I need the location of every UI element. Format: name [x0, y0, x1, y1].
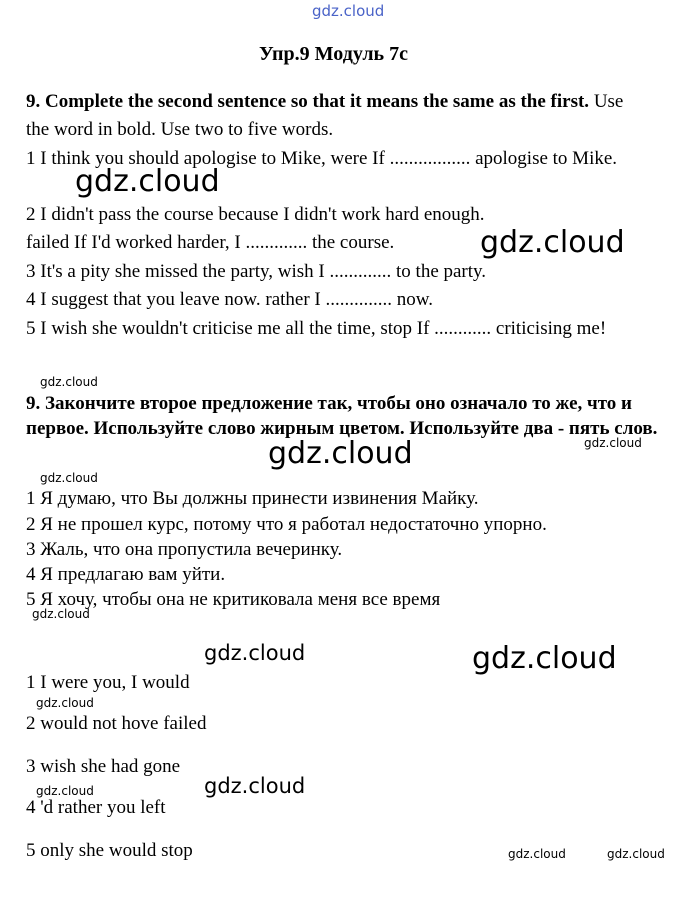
en-task-bold: 9. Complete the second sentence so that it means the same as the first. [26, 91, 590, 112]
watermark: gdz.cloud [32, 607, 90, 621]
watermark: gdz.cloud [75, 164, 220, 199]
answer-4: 4 'd rather you left [26, 797, 166, 818]
ru-item-3: 3 Жаль, что она пропустила вечеринку. [26, 539, 343, 560]
answer-5: 5 only she would stop [26, 840, 193, 861]
en-item-2b: failed If I'd worked harder, I ............. the course. [26, 232, 395, 253]
watermark: gdz.cloud [268, 436, 413, 471]
watermark: gdz.cloud [204, 641, 306, 665]
ru-item-4: 4 Я предлагаю вам уйти. [26, 564, 226, 585]
en-item-4: 4 I suggest that you leave now. rather I .............. now. [26, 289, 433, 310]
page-title: Упр.9 Модуль 7с [259, 43, 409, 65]
ru-task-heading: 9. Закончите второе предложение так, чтобы оно означало то же, что и первое. Используйте слово жирным цветом. Используйте два - пять слов. [26, 393, 658, 439]
en-item-5: 5 I wish she wouldn't criticise me all the time, stop If ............ criticising me! [26, 318, 607, 339]
ru-item-5: 5 Я хочу, чтобы она не критиковала меня все время [26, 589, 441, 610]
en-item-2a: 2 I didn't pass the course because I didn't work hard enough. [26, 204, 485, 225]
ru-item-1: 1 Я думаю, что Вы должны принести извинения Майку. [26, 488, 479, 509]
watermark: gdz.cloud [36, 696, 94, 710]
watermark: gdz.cloud [204, 774, 306, 798]
en-task-heading [26, 88, 646, 144]
watermark: gdz.cloud [472, 641, 617, 676]
watermark: gdz.cloud [584, 436, 642, 450]
watermark: gdz.cloud [40, 471, 98, 485]
answer-1: 1 I were you, I would [26, 672, 190, 693]
en-item-3: 3 It's a pity she missed the party, wish I ............. to the party. [26, 261, 487, 282]
en-item-1: 1 I think you should apologise to Mike, were If ................. apologise to Mike. [26, 148, 618, 169]
watermark: gdz.cloud [36, 784, 94, 798]
answer-2: 2 would not hove failed [26, 713, 207, 734]
watermark: gdz.cloud [480, 225, 625, 260]
answer-3: 3 wish she had gone [26, 756, 181, 777]
en-task-rest: Use the word in bold. Use two to five words. [26, 91, 624, 140]
ru-item-2: 2 Я не прошел курс, потому что я работал недостаточно упорно. [26, 514, 547, 535]
watermark: gdz.cloud [40, 375, 98, 389]
watermark: gdz.cloud [607, 847, 665, 861]
watermark-top: gdz.cloud [312, 2, 385, 20]
watermark: gdz.cloud [508, 847, 566, 861]
